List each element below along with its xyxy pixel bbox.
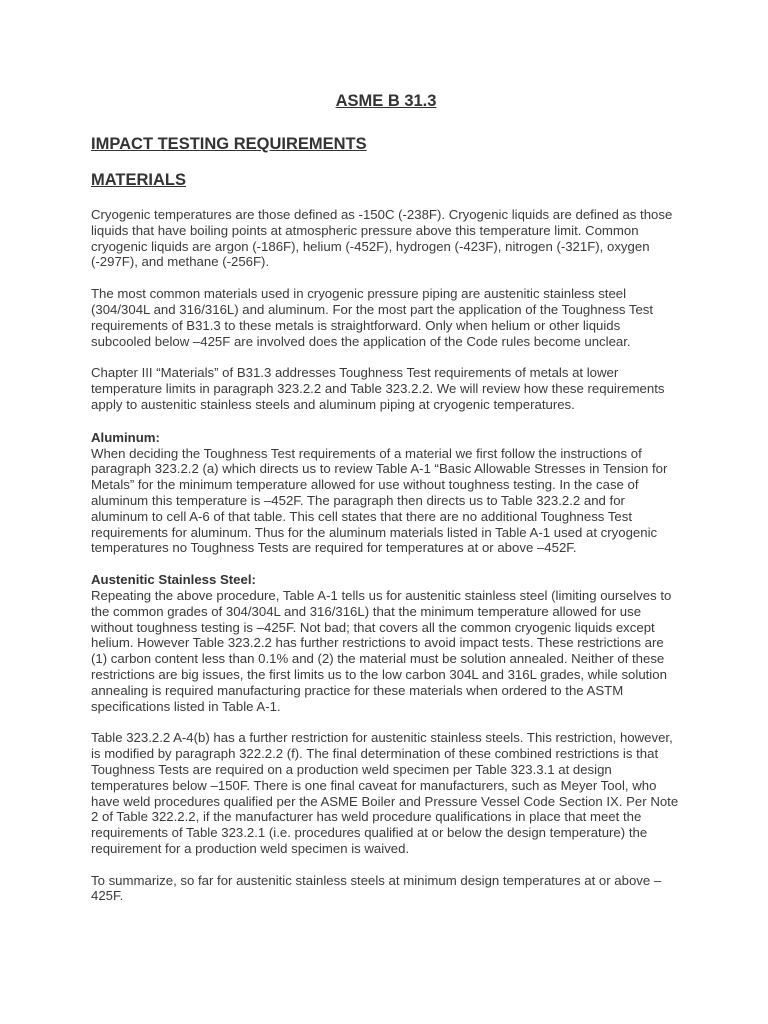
document-page [91, 92, 681, 920]
subheading-austenitic-stainless: Austenitic Stainless Steel: [91, 572, 256, 588]
section-austenitic-stainless [91, 572, 681, 714]
heading-materials: MATERIALS [91, 171, 187, 189]
paragraph-austenitic-stainless: Repeating the above procedure, Table A-1 tells us for austenitic stainless steel (limiting ourselves to the common grades of 304/304L and 316/316L) that the minimum temperature allowed for use without toughness testing is –425F. Not bad; that covers all the common cryogenic liquids except helium. However Table 323.2.2 has further restrictions to avoid impact tests. These restrictions are (1) carbon content less than 0.1% and (2) the material must be solution annealed. Neither of these restrictions are big issues, the first limits us to the low carbon 304L and 316L grades, while solution annealing is required manufacturing practice for these materials when ordered to the ASTM specifications listed in Table A-1. [91, 587, 672, 714]
document-title: ASME B 31.3 [335, 92, 437, 110]
paragraph-aluminum: When deciding the Toughness Test requirements of a material we first follow the instructions of paragraph 323.2.2 (a) which directs us to review Table A-1 “Basic Allowable Stresses in Tension for Metals” for the minimum temperature allowed for use without toughness testing. In the case of aluminum this temperature is –452F. The paragraph then directs us to Table 323.2.2 and for aluminum to cell A-6 of that table. This cell states that there are no additional Toughness Test requirements for aluminum. Thus for the aluminum materials listed in Table A-1 used at cryogenic temperatures no Toughness Tests are required for temperatures at or above –452F. [91, 445, 668, 556]
paragraph-cryogenic-definition: Cryogenic temperatures are those defined as -150C (-238F). Cryogenic liquids are defined as those liquids that have boiling points at atmospheric pressure above this temperature limit. Common cryogenic liquids are argon (-186F), helium (-452F), hydrogen (-423F), nitrogen (-321F), oxygen (-297F), and methane (-256F). [91, 207, 673, 270]
heading-impact-testing: IMPACT TESTING REQUIREMENTS [91, 135, 367, 153]
paragraph-table-restriction: Table 323.2.2 A-4(b) has a further restriction for austenitic stainless steels. This restriction, however, is modified by paragraph 322.2.2 (f). The final determination of these combined restrictions is that Toughness Tests are required on a production weld specimen per Table 323.3.1 at design temperatures below –150F. There is one final caveat for manufacturers, such as Meyer Tool, who have weld procedures qualified per the ASME Boiler and Pressure Vessel Code Section IX. Per Note 2 of Table 322.2.2, if the manufacturer has weld procedure qualifications in place that meet the requirements of Table 323.2.1 (i.e. procedures qualified at or below the design temperature) the requirement for a production weld specimen is waived. [91, 730, 679, 856]
subheading-aluminum: Aluminum: [91, 429, 160, 445]
section-aluminum [91, 430, 681, 556]
paragraph-chapter-iii: Chapter III “Materials” of B31.3 addresses Toughness Test requirements of metals at lower temperature limits in paragraph 323.2.2 and Table 323.2.2. We will review how these requirements apply to austenitic stainless steels and aluminum piping at cryogenic temperatures. [91, 365, 665, 412]
paragraph-summary: To summarize, so far for austenitic stainless steels at minimum design temperatures at or above –425F. [91, 872, 662, 904]
paragraph-common-materials: The most common materials used in cryogenic pressure piping are austenitic stainless steel (304/304L and 316/316L) and aluminum. For the most part the application of the Toughness Test requirements of B31.3 to these metals is straightforward. Only when helium or other liquids subcooled below –425F are involved does the application of the Code rules become unclear. [91, 286, 654, 349]
